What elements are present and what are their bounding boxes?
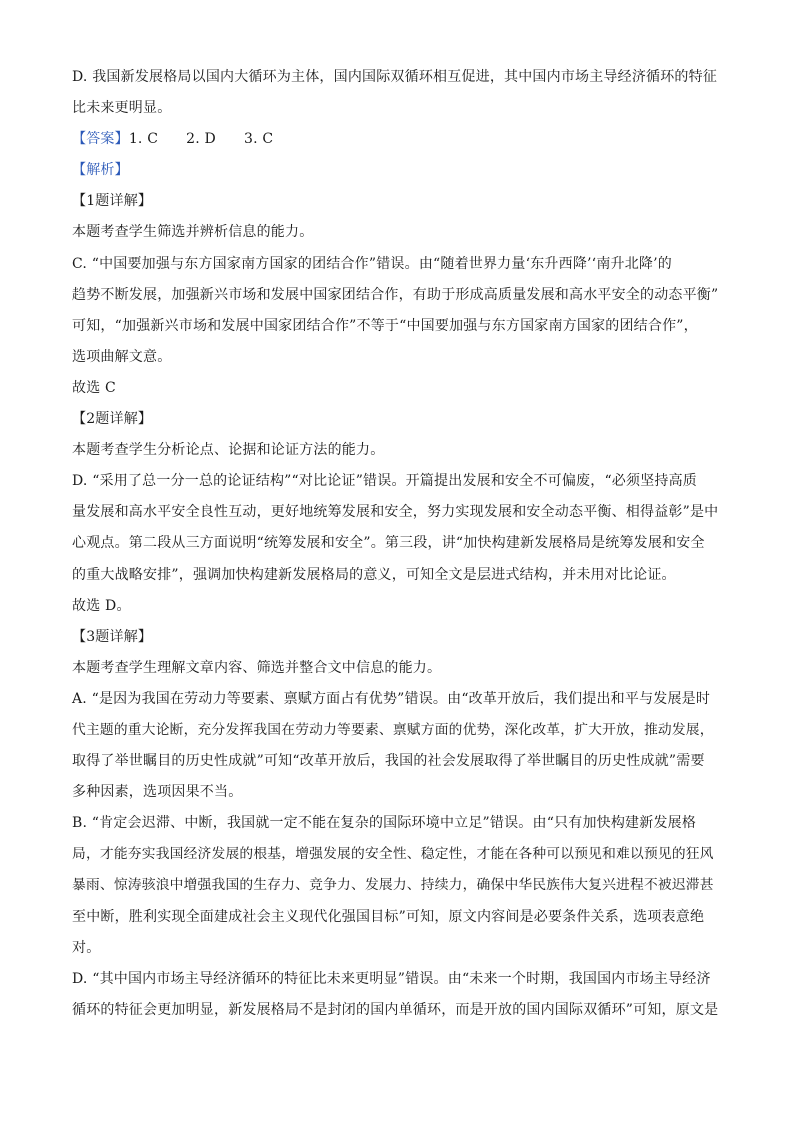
q1-text-line: 趋势不断发展，加强新兴市场和发展中国家团结合作，有助于形成高质量发展和高水平安全的动态平衡” bbox=[72, 286, 719, 303]
answer-item-1: 1. C bbox=[128, 131, 159, 148]
answer-item-2: 2. D bbox=[186, 131, 216, 148]
q3-text-line: D. “其中国内市场主导经济循环的特征比未来更明显”错误。由“未来一个时期，我国国内市场主导经济 bbox=[72, 970, 711, 987]
q1-text-line: C. “中国要加强与东方国家南方国家的团结合作”错误。由“随着世界力量‘东升西降’‘南升北降’的 bbox=[72, 255, 672, 272]
answer-item-3: 3. C bbox=[243, 131, 274, 148]
q3-text-line: 本题考查学生理解文章内容、筛选并整合文中信息的能力。 bbox=[72, 659, 442, 676]
q2-text-line: 的重大战略安排”，强调加快构建新发展格局的意义，可知全文是层进式结构，并未用对比论证。 bbox=[72, 566, 676, 583]
analysis-label: 【解析】 bbox=[72, 162, 129, 179]
q3-text-line: 至中断，胜利实现全面建成社会主义现代化强国目标”可知，原文内容间是必要条件关系，选项表意绝 bbox=[72, 908, 705, 925]
q1-heading: 【1题详解】 bbox=[72, 193, 153, 210]
answer-label: 【答案】 bbox=[72, 131, 129, 148]
option-d-line-1: D. 我国新发展格局以国内大循环为主体，国内国际双循环相互促进，其中国内市场主导经济循环的特征 bbox=[72, 69, 718, 85]
q2-conclusion: 故选 D。 bbox=[72, 597, 131, 614]
q3-text-line: A. “是因为我国在劳动力等要素、禀赋方面占有优势”错误。由“改革开放后，我们提出和平与发展是时 bbox=[72, 690, 711, 707]
q3-text-line: 循环的特征会更加明显，新发展格局不是封闭的国内单循环，而是开放的国内国际双循环”可知，原文是 bbox=[72, 1001, 719, 1018]
answer-line bbox=[72, 124, 722, 155]
q3-text-line: 局，才能夯实我国经济发展的根基，增强发展的安全性、稳定性，才能在各种可以预见和难以预见的狂风 bbox=[72, 846, 714, 863]
q1-text-line: 可知，“加强新兴市场和发展中国家团结合作”不等于“中国要加强与东方国家南方国家的团结合作”， bbox=[72, 317, 698, 334]
q3-text-line: 代主题的重大论断，充分发挥我国在劳动力等要素、禀赋方面的优势，深化改革，扩大开放，推动发展， bbox=[72, 721, 714, 738]
q2-text-line: D. “采用了总一分一总的论证结构”“对比论证”错误。开篇提出发展和安全不可偏废，“必须坚持高质 bbox=[72, 473, 698, 490]
q1-text-line: 选项曲解文意。 bbox=[72, 348, 172, 365]
q3-text-line: 对。 bbox=[72, 939, 101, 956]
q3-heading: 【3题详解】 bbox=[72, 628, 153, 645]
q2-text-line: 心观点。第二段从三方面说明“统筹发展和安全”。第三段，讲“加快构建新发展格局是统筹发展和安全 bbox=[72, 535, 705, 552]
document-page bbox=[72, 62, 722, 1026]
q3-text-line: B. “肯定会迟滞、中断，我国就一定不能在复杂的国际环境中立足”错误。由“只有加快构建新发展格 bbox=[72, 815, 697, 832]
q2-heading: 【2题详解】 bbox=[72, 411, 153, 428]
q3-text-line: 多种因素，选项因果不当。 bbox=[72, 784, 243, 801]
q1-conclusion: 故选 C bbox=[72, 379, 116, 396]
option-d-line-2: 比未来更明显。 bbox=[72, 100, 172, 117]
q3-text-line: 取得了举世瞩目的历史性成就”可知“改革开放后，我国的社会发展取得了举世瞩目的历史性成就”需要 bbox=[72, 753, 705, 770]
q1-text-line: 本题考查学生筛选并辨析信息的能力。 bbox=[72, 224, 314, 241]
q2-text-line: 本题考查学生分析论点、论据和论证方法的能力。 bbox=[72, 442, 385, 459]
q2-text-line: 量发展和高水平安全良性互动，更好地统筹发展和安全，努力实现发展和安全动态平衡、相得益彰”是中 bbox=[72, 504, 719, 521]
q3-text-line: 暴雨、惊涛骇浪中增强我国的生存力、竞争力、发展力、持续力，确保中华民族伟大复兴进程不被迟滞甚 bbox=[72, 877, 714, 894]
